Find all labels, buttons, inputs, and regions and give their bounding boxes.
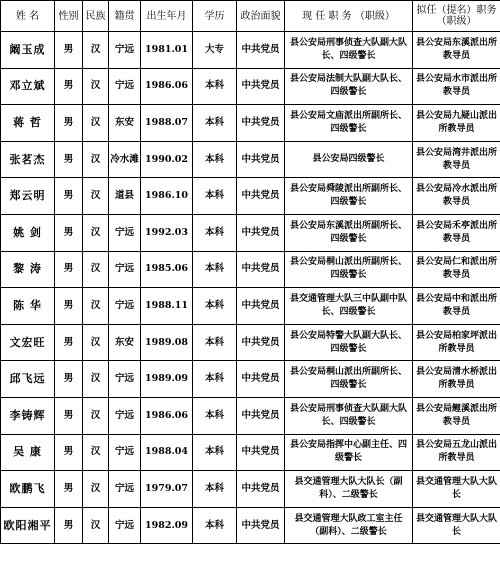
table-row — [1, 288, 500, 325]
header-proposed-position: 拟任（提名）职务（职级） — [413, 1, 500, 32]
cell-political-status: 中共党员 — [237, 178, 285, 215]
cell-current-position: 县公安局指挥中心副主任、四级警长 — [285, 434, 413, 471]
cell-current-position: 县公安局四级警长 — [285, 141, 413, 178]
cell-gender: 男 — [55, 288, 83, 325]
cell-education: 本科 — [193, 105, 237, 142]
cell-gender: 男 — [55, 397, 83, 434]
cell-political-status: 中共党员 — [237, 397, 285, 434]
cell-education: 本科 — [193, 471, 237, 508]
table-row — [1, 324, 500, 361]
cell-proposed-position: 县公安局九疑山派出所教导员 — [413, 105, 500, 142]
table-row — [1, 471, 500, 508]
cell-education: 本科 — [193, 324, 237, 361]
cell-name: 黎 涛 — [1, 251, 55, 288]
cell-gender: 男 — [55, 471, 83, 508]
cell-current-position: 县交通管理大队三中队副中队长、四级警长 — [285, 288, 413, 325]
cell-proposed-position: 县公安局湾井派出所教导员 — [413, 141, 500, 178]
cell-education: 本科 — [193, 68, 237, 105]
table-row — [1, 32, 500, 69]
cell-native-place: 宁远 — [109, 397, 141, 434]
header-ethnicity: 民族 — [83, 1, 109, 32]
cell-birth-date: 1986.06 — [141, 68, 193, 105]
table-row — [1, 214, 500, 251]
cell-ethnicity: 汉 — [83, 105, 109, 142]
cell-current-position: 县公安局法制大队副大队长、四级警长 — [285, 68, 413, 105]
cell-gender: 男 — [55, 141, 83, 178]
cell-native-place: 宁远 — [109, 288, 141, 325]
cell-name: 陈 华 — [1, 288, 55, 325]
cell-current-position: 县公安局文庙派出所副所长、四级警长 — [285, 105, 413, 142]
cell-ethnicity: 汉 — [83, 178, 109, 215]
cell-birth-date: 1992.03 — [141, 214, 193, 251]
cell-native-place: 道县 — [109, 178, 141, 215]
cell-proposed-position: 县公安局中和派出所教导员 — [413, 288, 500, 325]
cell-education: 本科 — [193, 214, 237, 251]
cell-political-status: 中共党员 — [237, 288, 285, 325]
cell-political-status: 中共党员 — [237, 141, 285, 178]
cell-proposed-position: 县交通管理大队大队长 — [413, 471, 500, 508]
cell-birth-date: 1988.04 — [141, 434, 193, 471]
cell-ethnicity: 汉 — [83, 214, 109, 251]
cell-ethnicity: 汉 — [83, 251, 109, 288]
cell-proposed-position: 县公安局冷水派出所教导员 — [413, 178, 500, 215]
cell-current-position: 县公安局特警大队副大队长、四级警长 — [285, 324, 413, 361]
cell-political-status: 中共党员 — [237, 324, 285, 361]
cell-current-position: 县公安局刑事侦查大队副大队长、四级警长 — [285, 397, 413, 434]
cell-proposed-position: 县公安局五龙山派出所教导员 — [413, 434, 500, 471]
cell-current-position: 县公安局舜陵派出所副所长、四级警长 — [285, 178, 413, 215]
cell-political-status: 中共党员 — [237, 471, 285, 508]
cell-name: 吴 康 — [1, 434, 55, 471]
header-political-status: 政治面貌 — [237, 1, 285, 32]
header-gender: 性别 — [55, 1, 83, 32]
cell-native-place: 宁远 — [109, 507, 141, 544]
cell-gender: 男 — [55, 178, 83, 215]
cell-gender: 男 — [55, 214, 83, 251]
header-birth-date: 出生年月 — [141, 1, 193, 32]
cell-birth-date: 1986.10 — [141, 178, 193, 215]
cell-proposed-position: 县公安局柏家坪派出所教导员 — [413, 324, 500, 361]
cell-native-place: 东安 — [109, 105, 141, 142]
cell-current-position: 县公安局桐山派出所副所长、四级警长 — [285, 251, 413, 288]
cell-current-position: 县公安局刑事侦查大队副大队长、四级警长 — [285, 32, 413, 69]
cell-current-position: 县交通管理大队政工室主任（副科）、二级警长 — [285, 507, 413, 544]
cell-ethnicity: 汉 — [83, 361, 109, 398]
cell-proposed-position: 县公安局鲤溪派出所教导员 — [413, 397, 500, 434]
cell-name: 张茗杰 — [1, 141, 55, 178]
cell-ethnicity: 汉 — [83, 68, 109, 105]
cell-name: 邱飞远 — [1, 361, 55, 398]
table-row — [1, 141, 500, 178]
cell-native-place: 宁远 — [109, 251, 141, 288]
cell-political-status: 中共党员 — [237, 214, 285, 251]
cell-proposed-position: 县公安局东溪派出所教导员 — [413, 32, 500, 69]
table-row — [1, 361, 500, 398]
cell-education: 本科 — [193, 507, 237, 544]
cell-name: 郑云明 — [1, 178, 55, 215]
table-row — [1, 178, 500, 215]
cell-current-position: 县交通管理大队大队长（副科）、二级警长 — [285, 471, 413, 508]
cell-education: 本科 — [193, 434, 237, 471]
cell-name: 邓立斌 — [1, 68, 55, 105]
cell-birth-date: 1986.06 — [141, 397, 193, 434]
cell-native-place: 宁远 — [109, 32, 141, 69]
cell-political-status: 中共党员 — [237, 434, 285, 471]
cell-proposed-position: 县公安局禾亭派出所教导员 — [413, 214, 500, 251]
cell-current-position: 县公安局桐山派出所副所长、四级警长 — [285, 361, 413, 398]
cell-political-status: 中共党员 — [237, 507, 285, 544]
cell-name: 李铸辉 — [1, 397, 55, 434]
cell-education: 本科 — [193, 141, 237, 178]
cell-ethnicity: 汉 — [83, 32, 109, 69]
cell-gender: 男 — [55, 68, 83, 105]
cell-education: 本科 — [193, 361, 237, 398]
cell-birth-date: 1981.01 — [141, 32, 193, 69]
cell-gender: 男 — [55, 32, 83, 69]
cell-birth-date: 1985.06 — [141, 251, 193, 288]
cell-name: 蒋 哲 — [1, 105, 55, 142]
cell-birth-date: 1989.09 — [141, 361, 193, 398]
cell-education: 大专 — [193, 32, 237, 69]
cell-ethnicity: 汉 — [83, 288, 109, 325]
cell-ethnicity: 汉 — [83, 434, 109, 471]
cell-proposed-position: 县公安局清水桥派出所教导员 — [413, 361, 500, 398]
table-body — [1, 32, 500, 544]
cell-ethnicity: 汉 — [83, 471, 109, 508]
table-row — [1, 251, 500, 288]
cell-native-place: 宁远 — [109, 214, 141, 251]
cell-ethnicity: 汉 — [83, 397, 109, 434]
cell-native-place: 宁远 — [109, 471, 141, 508]
cell-proposed-position: 县公安局仁和派出所教导员 — [413, 251, 500, 288]
cell-proposed-position: 县公安局水市派出所教导员 — [413, 68, 500, 105]
cell-name: 阚玉成 — [1, 32, 55, 69]
cell-gender: 男 — [55, 507, 83, 544]
cell-birth-date: 1990.02 — [141, 141, 193, 178]
cell-birth-date: 1982.09 — [141, 507, 193, 544]
cell-gender: 男 — [55, 434, 83, 471]
cell-name: 文宏旺 — [1, 324, 55, 361]
table-row — [1, 397, 500, 434]
cell-native-place: 宁远 — [109, 68, 141, 105]
table-row — [1, 507, 500, 544]
cell-ethnicity: 汉 — [83, 507, 109, 544]
table-row — [1, 68, 500, 105]
table-header-row — [1, 1, 500, 32]
cell-native-place: 宁远 — [109, 361, 141, 398]
header-current-position: 现 任 职 务 （职级） — [285, 1, 413, 32]
cell-native-place: 冷水滩 — [109, 141, 141, 178]
cell-name: 姚 剑 — [1, 214, 55, 251]
cell-ethnicity: 汉 — [83, 324, 109, 361]
cell-political-status: 中共党员 — [237, 251, 285, 288]
cell-education: 本科 — [193, 397, 237, 434]
cell-gender: 男 — [55, 251, 83, 288]
cell-native-place: 宁远 — [109, 434, 141, 471]
cell-native-place: 东安 — [109, 324, 141, 361]
table-row — [1, 434, 500, 471]
cell-birth-date: 1988.07 — [141, 105, 193, 142]
cell-gender: 男 — [55, 361, 83, 398]
cell-birth-date: 1988.11 — [141, 288, 193, 325]
cell-education: 本科 — [193, 288, 237, 325]
cell-political-status: 中共党员 — [237, 105, 285, 142]
cell-name: 欧鹏飞 — [1, 471, 55, 508]
cell-gender: 男 — [55, 324, 83, 361]
cell-political-status: 中共党员 — [237, 361, 285, 398]
cell-ethnicity: 汉 — [83, 141, 109, 178]
cell-political-status: 中共党员 — [237, 32, 285, 69]
cell-current-position: 县公安局东溪派出所副所长、四级警长 — [285, 214, 413, 251]
cell-proposed-position: 县交通管理大队大队长 — [413, 507, 500, 544]
table-row — [1, 105, 500, 142]
cell-education: 本科 — [193, 251, 237, 288]
cell-name: 欧阳湘平 — [1, 507, 55, 544]
header-name: 姓 名 — [1, 1, 55, 32]
header-education: 学历 — [193, 1, 237, 32]
cell-education: 本科 — [193, 178, 237, 215]
cell-political-status: 中共党员 — [237, 68, 285, 105]
header-native-place: 籍贯 — [109, 1, 141, 32]
cell-birth-date: 1989.08 — [141, 324, 193, 361]
cell-gender: 男 — [55, 105, 83, 142]
cell-birth-date: 1979.07 — [141, 471, 193, 508]
